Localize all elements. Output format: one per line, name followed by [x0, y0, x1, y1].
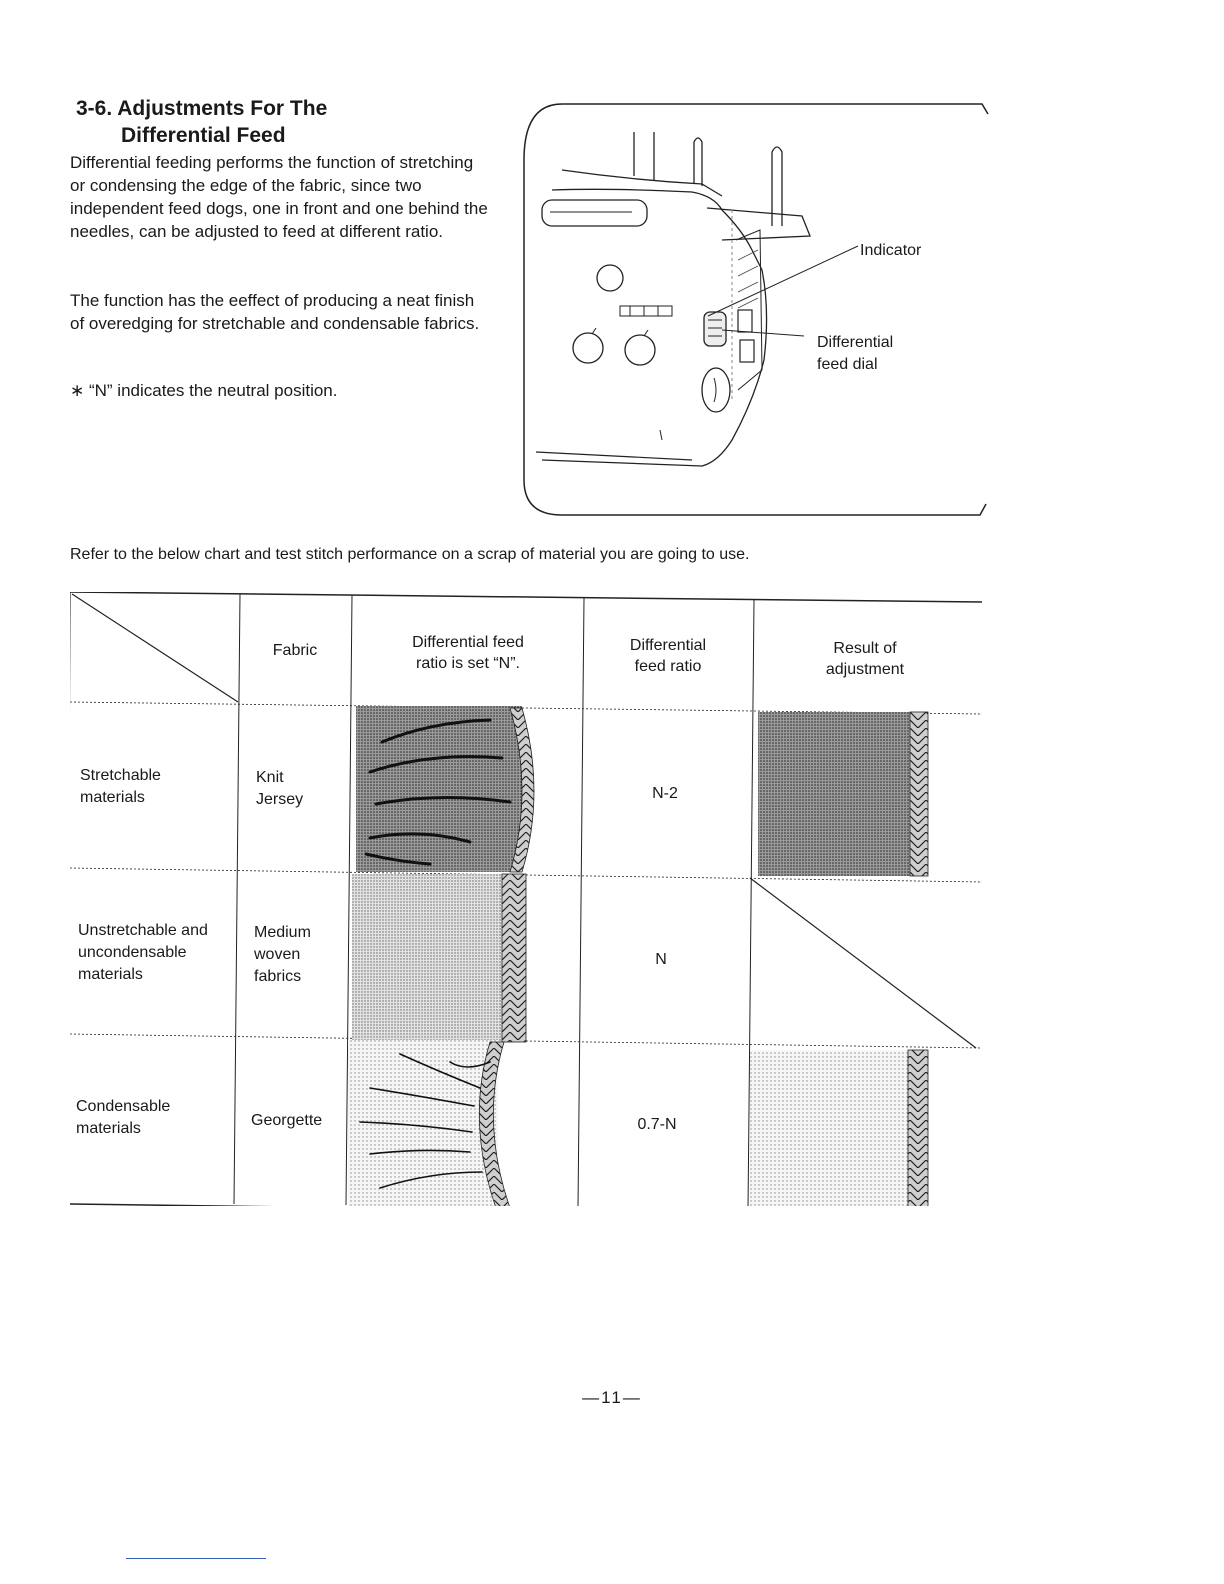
- effect-paragraph: The function has the eeffect of producing a neat finish of overedging for stretchable and condensable fabrics.: [70, 291, 480, 333]
- row2-fabric-line1: Medium: [254, 924, 311, 941]
- row3-ratio: 0.7-N: [637, 1116, 677, 1133]
- row1-fabric-line1: Knit: [256, 769, 284, 786]
- row3-fabric: Georgette: [251, 1112, 323, 1129]
- row3-material-line2: materials: [76, 1120, 141, 1137]
- header-fabric: Fabric: [272, 642, 318, 659]
- header-ratio-line1: Differential: [629, 637, 707, 654]
- neutral-note: ∗ “N” indicates the neutral position.: [70, 381, 338, 400]
- header-neutral-line2: ratio is set “N”.: [415, 655, 520, 672]
- row1-material-line2: materials: [80, 789, 145, 806]
- row2-fabric-line2: woven: [254, 946, 301, 963]
- row2-material-line2: uncondensable: [78, 944, 187, 961]
- machine-illustration: [522, 100, 992, 522]
- header-neutral-line1: Differential feed: [412, 634, 524, 651]
- section-title-line1: Adjustments For The: [117, 97, 328, 120]
- section-title-line2: Differential Feed: [121, 124, 286, 147]
- row2-fabric-line3: fabrics: [254, 968, 302, 985]
- row2-material-line3: materials: [78, 966, 143, 983]
- row2-material-line1: Unstretchable and: [78, 922, 208, 939]
- header-ratio-line2: feed ratio: [634, 658, 702, 675]
- row3-material-line1: Condensable: [76, 1098, 171, 1115]
- machine-drawing: [522, 100, 992, 522]
- footer-rule: [126, 1558, 266, 1559]
- row1-fabric-line2: Jersey: [256, 791, 304, 808]
- section-heading: [76, 95, 327, 149]
- dial-label-line1: Differential: [817, 334, 894, 351]
- refer-text: Refer to the below chart and test stitch performance on a scrap of material you are going to use.: [70, 546, 750, 563]
- section-number: 3-6.: [76, 97, 113, 120]
- chart-grid: [70, 592, 982, 1206]
- page-number: —11—: [582, 1388, 642, 1407]
- header-result-line2: adjustment: [825, 661, 905, 678]
- row1-ratio: N-2: [652, 785, 678, 802]
- row1-material-line1: Stretchable: [80, 767, 161, 784]
- dial-label-line2: feed dial: [817, 356, 878, 373]
- header-result-line1: Result of: [833, 640, 897, 657]
- intro-paragraph: Differential feeding performs the function of stretching or condensing the edge of the fabric, since two independent feed dogs, one in front and one behind the needles, can be adjusted to feed at different ratio.: [70, 153, 488, 241]
- indicator-label: Indicator: [860, 242, 922, 259]
- row2-ratio: N: [655, 951, 667, 968]
- differential-feed-chart: [70, 592, 982, 1206]
